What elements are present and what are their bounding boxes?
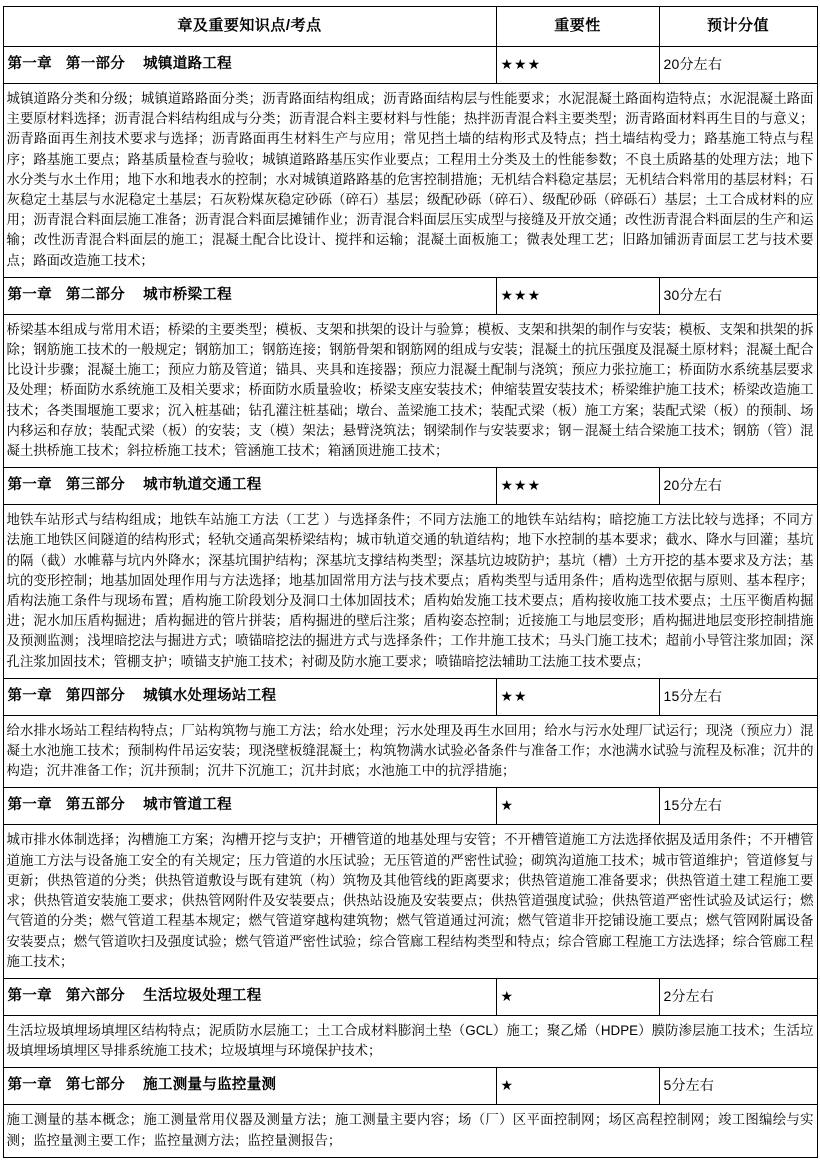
section-title-text bbox=[8, 1077, 277, 1093]
section-score-cell bbox=[659, 978, 817, 1015]
importance-stars: ★ bbox=[500, 987, 515, 1004]
importance-stars: ★★★ bbox=[500, 477, 542, 494]
section-content-cell bbox=[3, 84, 817, 278]
section-title-row bbox=[3, 1068, 817, 1105]
importance-stars: ★★★ bbox=[500, 56, 542, 72]
exam-syllabus-table bbox=[3, 6, 818, 1158]
section-chapter-label: 第一章 bbox=[7, 477, 52, 494]
section-title-cell bbox=[3, 978, 496, 1015]
section-part-label: 第六部分 bbox=[65, 987, 126, 1004]
section-title-row bbox=[3, 468, 817, 505]
section-chapter-label: 第一章 bbox=[7, 56, 52, 72]
section-name-label: 生活垃圾处理工程 bbox=[143, 987, 262, 1004]
knowledge-points-text: 给水排水场站工程结构特点；厂站构筑物与施工方法；给水处理；污水处理及再生水回用；给水与污水处理厂试运行；现浇（预应力）混凝土水池施工技术；预制构件吊运安装；现浇壁板缝混凝土；构筑物满水试验必备条件与准备工作；水池满水试验与流程及标准；沉井的构造；沉井准备工作；沉井预制；沉井下沉施工；沉井封底；水池施工中的抗浮措施； bbox=[6, 722, 814, 779]
section-part-label: 第七部分 bbox=[65, 1077, 126, 1094]
importance-stars: ★ bbox=[500, 797, 515, 814]
section-title-text bbox=[8, 988, 262, 1004]
importance-stars: ★★★ bbox=[500, 286, 542, 303]
section-part-label: 第三部分 bbox=[65, 477, 126, 494]
section-part-label: 第二部分 bbox=[65, 286, 126, 303]
section-importance-cell bbox=[496, 47, 659, 84]
section-importance-cell bbox=[496, 678, 659, 715]
section-title-text bbox=[8, 477, 262, 493]
table-body bbox=[3, 47, 817, 1158]
section-chapter-label: 第一章 bbox=[7, 687, 52, 704]
section-content-cell bbox=[3, 505, 817, 679]
section-content-row bbox=[3, 314, 817, 467]
section-title-row bbox=[3, 277, 817, 314]
section-content-cell bbox=[3, 314, 817, 467]
section-title-text bbox=[8, 287, 232, 303]
section-content-cell bbox=[3, 1105, 817, 1157]
section-title-row bbox=[3, 678, 817, 715]
section-content-row bbox=[3, 1015, 817, 1067]
section-content-cell bbox=[3, 825, 817, 978]
section-importance-cell bbox=[496, 277, 659, 314]
section-name-label: 城镇道路工程 bbox=[143, 56, 232, 72]
section-content-row bbox=[3, 825, 817, 978]
expected-score-text: 20分左右 bbox=[663, 56, 723, 72]
column-header-topic: 章及重要知识点/考点 bbox=[3, 7, 496, 47]
column-header-score: 预计分值 bbox=[659, 7, 817, 47]
knowledge-points-text: 城市排水体制选择；沟槽施工方案；沟槽开挖与支护；开槽管道的地基处理与安管；不开槽管道施工方法选择依据及适用条件；不开槽管道施工方法与设备施工安全的有关规定；压力管道的水压试验；无压管道的严密性试验；砌筑沟道施工技术；城市管道维护；管道修复与更新；供热管道的分类；供热管道敷设与既有建筑（构）筑物及其他管线的距离要求；供热管道施工准备要求；供热管道土建工程施工要求；供热管道安装施工要求；供热管网附件及安装要点；供热站设施及安装要点；供热管道强度试验；供热管道严密性试验及试运行；燃气管道的分类；燃气管道工程基本规定；燃气管道穿越构建筑物；燃气管道通过河流；燃气管道非开挖铺设施工要点；燃气管网附属设备安装要点；燃气管道吹扫及强度试验；燃气管道严密性试验；综合管廊工程结构类型和特点；综合管廊工程施工方法选择；综合管廊工程施工技术； bbox=[6, 832, 814, 969]
knowledge-points-text: 施工测量的基本概念；施工测量常用仪器及测量方法；施工测量主要内容；场（厂）区平面控制网；场区高程控制网；竣工图编绘与实测；监控量测主要工作；监控量测方法；监控量测报告； bbox=[6, 1112, 814, 1148]
section-chapter-label: 第一章 bbox=[7, 1077, 52, 1094]
knowledge-points-text: 城镇道路分类和分级；城镇道路路面分类；沥青路面结构组成；沥青路面结构层与性能要求；水泥混凝土路面构造特点；水泥混凝土路面主要原材料选择；沥青混合料结构组成与分类；沥青混合料主要材料与性能；热拌沥青混合料主要类型；沥青路面材料再生目的与意义；沥青路面再生剂技术要求与选择；沥青路面再生材料生产与应用；常见挡土墙的结构形式及特点；挡土墙结构受力；路基施工特点与程序；路基施工要点；路基质量检查与验收；城镇道路路基压实作业要点；工程用土分类及土的性能参数；不良土质路基的处理方法；地下水分类与水土作用；地下水和地表水的控制；水对城镇道路路基的危害控制措施；无机结合料稳定基层；无机结合料常用的基层材料；石灰稳定土基层与水泥稳定土基层；石灰粉煤灰稳定砂砾（碎石）基层；级配砂砾（碎石）、级配砂砾（碎砾石）基层；土工合成材料的应用；沥青混合料面层施工准备；沥青混合料面层摊铺作业；沥青混合料面层压实成型与接缝及开放交通；改性沥青混合料面层的生产和运输；改性沥青混合料面层的施工；混凝土配合比设计、搅拌和运输；混凝土面板施工；微表处理工艺；旧路加铺沥青面层工艺与技术要点；路面改造施工技术； bbox=[6, 91, 814, 268]
expected-score-text: 15分左右 bbox=[663, 687, 723, 704]
section-title-cell bbox=[3, 678, 496, 715]
knowledge-points-text: 生活垃圾填埋场填埋区结构特点；泥质防水层施工；土工合成材料膨润土垫（GCL）施工；聚乙烯（HDPE）膜防渗层施工技术；生活垃圾填埋场填埋区导排系统施工技术；垃圾填埋与环境保护技术； bbox=[6, 1022, 814, 1059]
section-name-label: 城镇水处理场站工程 bbox=[143, 687, 277, 704]
knowledge-points-text: 桥梁基本组成与常用术语；桥梁的主要类型；模板、支架和拱架的设计与验算；模板、支架和拱架的制作与安装；模板、支架和拱架的拆除；钢筋施工技术的一般规定；钢筋加工；钢筋连接；钢筋骨架和钢筋网的组成与安装；混凝土的抗压强度及混凝土原材料；混凝土配合比设计步骤；混凝土施工；预应力筋及管道；锚具、夹具和连接器；预应力混凝土配制与浇筑；预应力张拉施工；桥面防水系统基层要求及处理；桥面防水系统施工及相关要求；桥面防水质量验收；桥梁支座安装技术；伸缩装置安装技术；桥梁维护施工技术；桥梁改造施工技术；各类围堰施工要求；沉入桩基础；钻孔灌注桩基础；墩台、盖梁施工技术；装配式梁（板）施工方案；装配式梁（板）的预制、场内移运和存放；装配式梁（板）的安装；支（模）架法；悬臂浇筑法；钢梁制作与安装要求；钢－混凝土结合梁施工技术；钢筋（管）混凝土拱桥施工技术；斜拉桥施工技术；管涵施工技术；箱涵顶进施工技术； bbox=[6, 321, 814, 459]
section-title-text bbox=[8, 797, 232, 813]
section-importance-cell bbox=[496, 788, 659, 825]
section-title-cell bbox=[3, 277, 496, 314]
section-score-cell bbox=[659, 788, 817, 825]
section-title-row bbox=[3, 978, 817, 1015]
column-header-importance: 重要性 bbox=[496, 7, 659, 47]
section-title-cell bbox=[3, 1068, 496, 1105]
section-title-text bbox=[8, 56, 232, 72]
section-name-label: 城市桥梁工程 bbox=[143, 286, 232, 303]
section-title-cell bbox=[3, 468, 496, 505]
section-content-row bbox=[3, 715, 817, 788]
expected-score-text: 5分左右 bbox=[663, 1077, 715, 1094]
section-chapter-label: 第一章 bbox=[7, 797, 52, 814]
section-content-cell bbox=[3, 715, 817, 788]
expected-score-text: 15分左右 bbox=[663, 797, 723, 814]
section-score-cell bbox=[659, 47, 817, 84]
section-name-label: 城市管道工程 bbox=[143, 797, 232, 814]
section-title-text bbox=[8, 688, 277, 704]
section-part-label: 第五部分 bbox=[65, 797, 126, 814]
importance-stars: ★ bbox=[500, 1077, 515, 1094]
section-content-row bbox=[3, 84, 817, 278]
section-chapter-label: 第一章 bbox=[7, 286, 52, 303]
section-importance-cell bbox=[496, 978, 659, 1015]
section-importance-cell bbox=[496, 468, 659, 505]
section-part-label: 第四部分 bbox=[65, 687, 126, 704]
section-score-cell bbox=[659, 1068, 817, 1105]
expected-score-text: 2分左右 bbox=[663, 987, 715, 1004]
section-name-label: 施工测量与监控量测 bbox=[143, 1077, 277, 1094]
section-chapter-label: 第一章 bbox=[7, 987, 52, 1004]
section-title-row bbox=[3, 788, 817, 825]
importance-stars: ★★ bbox=[500, 687, 528, 704]
section-score-cell bbox=[659, 678, 817, 715]
section-title-cell bbox=[3, 788, 496, 825]
expected-score-text: 30分左右 bbox=[663, 286, 723, 303]
table-header-row bbox=[3, 7, 817, 47]
knowledge-points-text: 地铁车站形式与结构组成；地铁车站施工方法（工艺 ）与选择条件；不同方法施工的地铁车站结构；暗挖施工方法比较与选择；不同方法施工地铁区间隧道的结构形式；轻轨交通高架桥梁结构；城市轨道交通的轨道结构；地下水控制的基本要求；截水、降水与回灌；基坑的隔（截）水帷幕与坑内外降水；深基坑围护结构；深基坑支撑结构类型；深基坑边坡防护；基坑（槽）土方开挖的基本要求及方法；基坑的变形控制；地基加固处理作用与方法选择；地基加固常用方法与技术要点；盾构类型与适用条件；盾构选型依据与原则、基本程序；盾构法施工条件与现场布置；盾构施工阶段划分及洞口土体加固技术；盾构始发施工技术要点；盾构接收施工技术要点；土压平衡盾构掘进；泥水加压盾构掘进；盾构掘进的管片拼装；盾构掘进的壁后注浆；盾构姿态控制；近接施工与地层变形；盾构掘进地层变形控制措施及预测监测；浅埋暗挖法与掘进方式；喷锚暗挖法的掘进方式与选择条件；工作井施工技术；马头门施工技术；超前小导管注浆加固；深孔注浆加固技术；管棚支护；喷锚支护施工技术；衬砌及防水施工要求；喷锚暗挖法辅助工法施工技术要点； bbox=[6, 512, 814, 669]
section-score-cell bbox=[659, 277, 817, 314]
section-content-row bbox=[3, 1105, 817, 1157]
section-score-cell bbox=[659, 468, 817, 505]
section-content-row bbox=[3, 505, 817, 679]
section-part-label: 第一部分 bbox=[65, 56, 126, 72]
section-title-row bbox=[3, 47, 817, 84]
section-name-label: 城市轨道交通工程 bbox=[143, 477, 262, 494]
section-content-cell bbox=[3, 1015, 817, 1067]
section-title-cell bbox=[3, 47, 496, 84]
section-importance-cell bbox=[496, 1068, 659, 1105]
expected-score-text: 20分左右 bbox=[663, 477, 723, 494]
